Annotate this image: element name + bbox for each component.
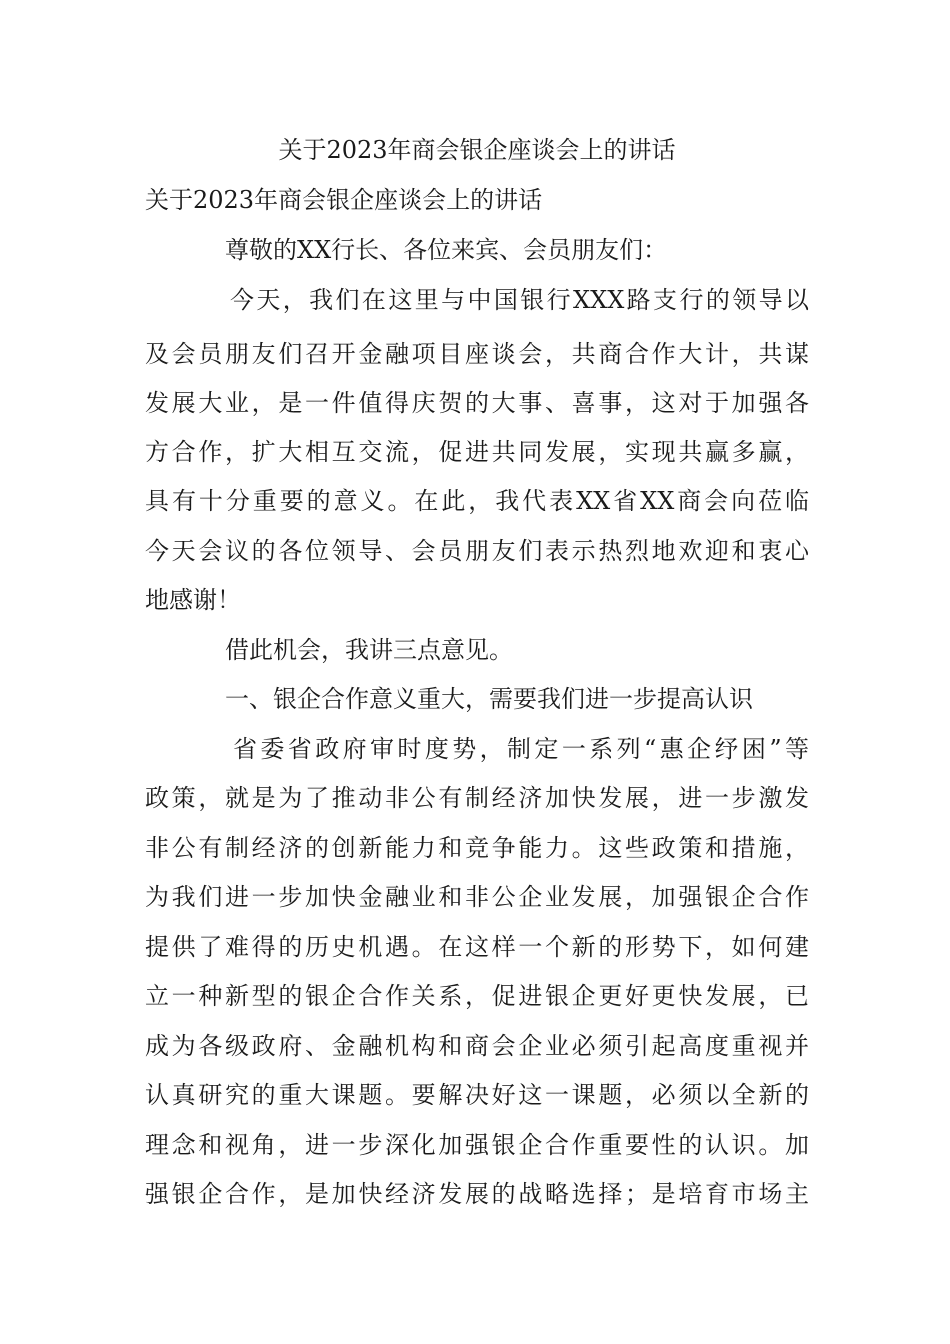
document-title: 关于2023年商会银企座谈会上的讲话	[278, 136, 676, 164]
paragraph-line: 立一种新型的银企合作关系，促进银企更好更快发展，已	[145, 982, 809, 1010]
paragraph-line: 为我们进一步加快金融业和非公企业发展，加强银企合作	[145, 883, 809, 911]
paragraph-line: 地感谢！	[145, 586, 241, 614]
paragraph-line: 政策，就是为了推动非公有制经济加快发展，进一步激发	[145, 784, 809, 812]
document-subtitle: 关于2023年商会银企座谈会上的讲话	[145, 186, 543, 214]
paragraph-line: 提供了难得的历史机遇。在这样一个新的形势下，如何建	[145, 933, 809, 961]
paragraph-line: 具有十分重要的意义。在此，我代表XX省XX商会向莅临	[145, 487, 809, 515]
paragraph-line: 省委省政府审时度势，制定一系列“惠企纾困”等	[233, 735, 809, 763]
paragraph-line: 借此机会，我讲三点意见。	[225, 636, 513, 664]
paragraph-line: 发展大业，是一件值得庆贺的大事、喜事，这对于加强各	[145, 389, 809, 417]
section-heading: 一、银企合作意义重大，需要我们进一步提高认识	[225, 685, 753, 713]
paragraph-line: 理念和视角，进一步深化加强银企合作重要性的认识。加	[145, 1131, 809, 1159]
salutation: 尊敬的XX行长、各位来宾、会员朋友们：	[225, 236, 668, 264]
paragraph-line: 强银企合作，是加快经济发展的战略选择；是培育市场主	[145, 1180, 809, 1208]
paragraph-line: 认真研究的重大课题。要解决好这一课题，必须以全新的	[145, 1081, 809, 1109]
paragraph-line: 成为各级政府、金融机构和商会企业必须引起高度重视并	[145, 1032, 809, 1060]
paragraph-line: 及会员朋友们召开金融项目座谈会，共商合作大计，共谋	[145, 340, 809, 368]
paragraph-line: 今天会议的各位领导、会员朋友们表示热烈地欢迎和衷心	[145, 537, 809, 565]
paragraph-line: 非公有制经济的创新能力和竞争能力。这些政策和措施，	[145, 834, 809, 862]
paragraph-line: 方合作，扩大相互交流，促进共同发展，实现共赢多赢，	[145, 438, 809, 466]
paragraph-line: 今天，我们在这里与中国银行XXX路支行的领导以	[230, 286, 809, 314]
